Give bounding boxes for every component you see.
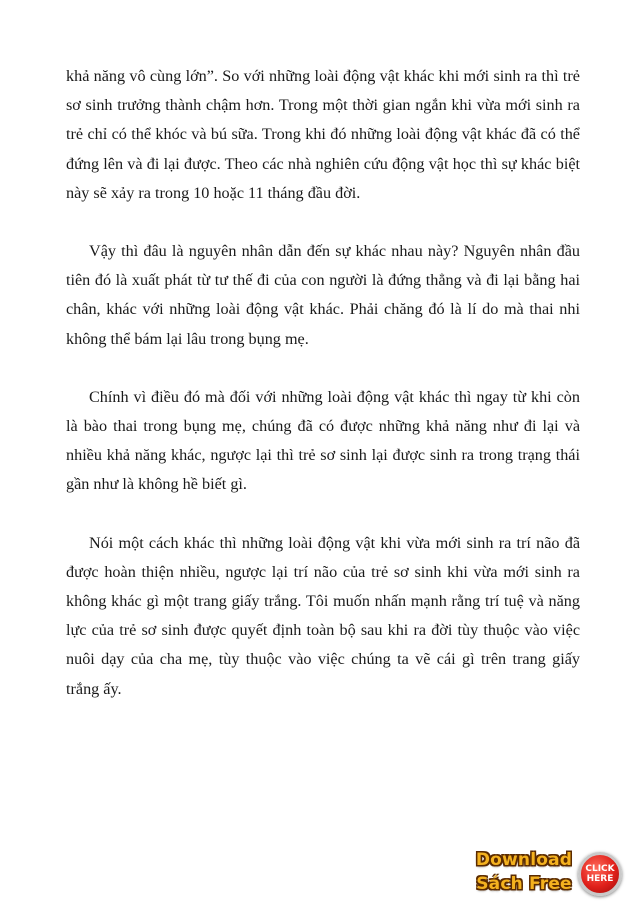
click-here-button[interactable] [578,852,622,896]
paragraph-spacer [66,354,580,383]
click-here-label-1: CLICK [585,864,615,874]
click-here-label-2: HERE [586,874,614,884]
paragraph-spacer [66,208,580,237]
download-badge-line-2: Sách Free [476,874,572,894]
paragraph-4: Nói một cách khác thì những loài động vật khi vừa mới sinh ra trí não đã được hoàn thiện nhiều, ngược lại trí não của trẻ sơ sinh khi vừa mới sinh ra không khác gì một trang giấy trắng. Tôi muốn nhấn mạnh rằng trí tuệ và năng lực của trẻ sơ sinh được quyết định toàn bộ sau khi ra đời tùy thuộc vào việc nuôi dạy của cha mẹ, tùy thuộc vào việc chúng ta vẽ cái gì trên trang giấy trắng ấy. [66,533,580,698]
paragraph-2: Vậy thì đâu là nguyên nhân dẫn đến sự khác nhau này? Nguyên nhân đầu tiên đó là xuất phát từ tư thế đi của con người là đứng thẳng và đi lại bằng hai chân, khác với những loài động vật khác. Phải chăng đó là lí do mà thai nhi không thể bám lại lâu trong bụng mẹ. [66,242,580,348]
paragraph-3: Chính vì điều đó mà đối với những loài động vật khác thì ngay từ khi còn là bào thai trong bụng mẹ, chúng đã có được những khả năng như đi lại và nhiều khả năng khác, ngược lại thì trẻ sơ sinh lại được sinh ra trong trạng thái gần như là không hề biết gì. [66,387,580,494]
download-badge[interactable] [470,848,630,900]
document-page [66,62,580,704]
download-badge-line-1: Download [475,850,573,870]
paragraph-spacer [66,500,580,529]
download-badge-text[interactable] [470,848,578,896]
paragraph-1: khả năng vô cùng lớn”. So với những loài động vật khác khi mới sinh ra thì trẻ sơ sinh trưởng thành chậm hơn. Trong một thời gian ngắn khi vừa mới sinh ra trẻ chỉ có thể khóc và bú sữa. Trong khi đó những loài động vật khác đã có thể đứng lên và đi lại được. Theo các nhà nghiên cứu động vật học thì sự khác biệt này sẽ xảy ra trong 10 hoặc 11 tháng đầu đời. [66,67,580,202]
